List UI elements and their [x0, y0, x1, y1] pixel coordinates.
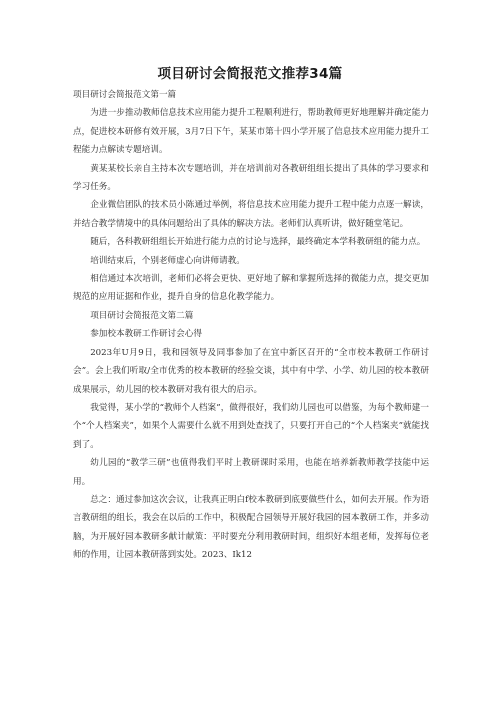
- paragraph: 随后，各科教研组组长开始进行能力点的讨论与选择，最终确定本学科教研组的能力点。: [90, 237, 426, 248]
- document-body: [73, 86, 429, 565]
- paragraph: 总之：通过参加这次会议，让我真正明白f校本教研到底要做些什么，如何去开展。作为语言教研组的组长，我会在以后的工作中，积极配合园领导开展好我园的园本教研工作，并多动脑，为开展好园本教研多献计献策：平时要充分利用教研时间，组织好本组老师，发挥每位老师的作用，让园本教研落到实处。2023、Ik12: [73, 494, 429, 561]
- section-heading: 项目研讨会简报范文第二篇: [90, 310, 194, 321]
- document-title: 项目研讨会简报范文推荐34篇: [157, 66, 343, 82]
- paragraph: 相信通过本次培训，老师们必将会更快、更好地了解和掌握所选择的微能力点，提交更加规范的应用证据和作业，提升自身的信息化教学能力。: [73, 274, 429, 303]
- section-heading: 项目研讨会简报范文第一篇: [73, 90, 177, 100]
- paragraph: 幼儿园的“教学三研”也值得我们平时上教研课时采用，也能在培养新教师教学技能中运用。: [73, 458, 429, 487]
- paragraph: 2023年U月9日，我和园领导及同事参加了在宜中新区召开的“全市校本教研工作研讨会”。会上我们听取/全市优秀的校本教研的经验交谈，其中有中学、小学、幼儿园的校本教研成果展示，幼儿园的校本教研对我有很大的启示。: [73, 347, 429, 395]
- paragraph: 培训结束后，个别老师虚心向讲师请教。: [90, 255, 245, 266]
- paragraph: 企业微信团队的技术员小陈通过举例，将信息技术应用能力提升工程中能力点逐一解读，并结合教学情境中的具体问题给出了具体的解决方法。老师们认真听讲，做好随堂笔记。: [73, 200, 429, 229]
- subsection-heading: 参加校本教研工作研讨会心得: [90, 329, 202, 340]
- paragraph: 为进一步推动教师信息技术应用能力提升工程顺利进行，帮助教师更好地理解并确定能力点，促进校本研修有效开展，3月7日下午，某某市第十四小学开展了信息技术应用能力提升工程能力点解读专题培训。: [73, 108, 429, 156]
- paragraph: 我觉得，某小学的“教师个人档案”，做得很好，我们幼儿园也可以借鉴，为每个教师建一个“个人档案夹”，如果个人需要什么就不用到处查找了，只要打开自己的“个人档案夹”就能找到了。: [73, 402, 429, 450]
- paragraph: 黄某某校长亲自主持本次专题培训，并在培训前对各教研组组长提出了具体的学习要求和学习任务。: [73, 163, 429, 193]
